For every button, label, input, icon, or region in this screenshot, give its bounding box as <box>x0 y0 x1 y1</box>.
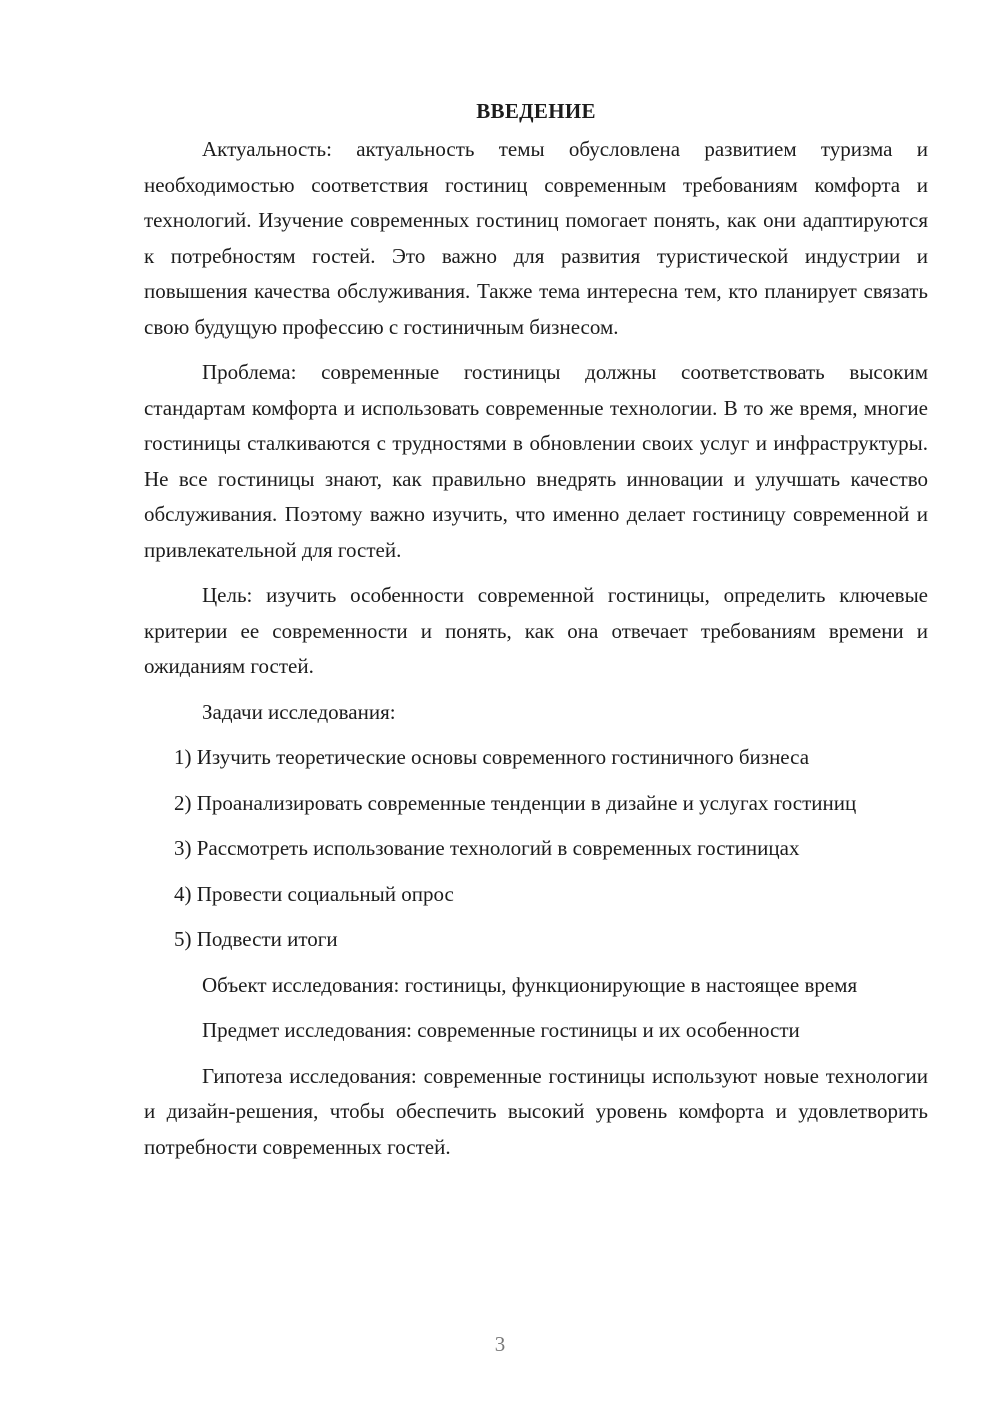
task-item-2: 2) Проанализировать современные тенденции в дизайне и услугах гостиниц <box>174 790 857 815</box>
object-paragraph: Объект исследования: гостиницы, функционирующие в настоящее время <box>202 972 858 997</box>
task-item-1: 1) Изучить теоретические основы современного гостиничного бизнеса <box>174 745 810 769</box>
relevance-paragraph: Актуальность: актуальность темы обусловлена развитием туризма и необходимостью соответствия гостиниц современным требованиям комфорта и технологий. Изучение современных гостиниц помогает понять, как они адаптируются к потребностям гостей. Это важно для развития туристической индустрии и повышения качества обслуживания. Также тема интересна тем, кто планирует связать свою будущую профессию с гостиничным бизнесом. <box>144 137 928 339</box>
task-item-3: 3) Рассмотреть использование технологий в современных гостиницах <box>174 836 800 860</box>
task-item-4: 4) Провести социальный опрос <box>174 881 454 906</box>
subject-paragraph: Предмет исследования: современные гостиницы и их особенности <box>202 1018 800 1042</box>
goal-paragraph: Цель: изучить особенности современной гостиницы, определить ключевые критерии ее современности и понять, как она отвечает требованиям времени и ожиданиям гостей. <box>144 583 928 678</box>
document-page <box>144 96 928 1175</box>
page-number: 3 <box>494 1332 506 1356</box>
hypothesis-paragraph: Гипотеза исследования: современные гостиницы используют новые технологии и дизайн-решения, чтобы обеспечить высокий уровень комфорта и удовлетворить потребности современных гостей. <box>144 1063 928 1159</box>
document-title: ВВЕДЕНИЕ <box>476 99 596 123</box>
problem-paragraph: Проблема: современные гостиницы должны соответствовать высоким стандартам комфорта и использовать современные технологии. В то же время, многие гостиницы сталкиваются с трудностями в обновлении своих услуг и инфраструктуры. Не все гостиницы знают, как правильно внедрять инновации и улучшать качество обслуживания. Поэтому важно изучить, что именно делает гостиницу современной и привлекательной для гостей. <box>144 360 928 562</box>
task-item-5: 5) Подвести итоги <box>174 927 338 951</box>
tasks-heading: Задачи исследования: <box>202 699 396 724</box>
